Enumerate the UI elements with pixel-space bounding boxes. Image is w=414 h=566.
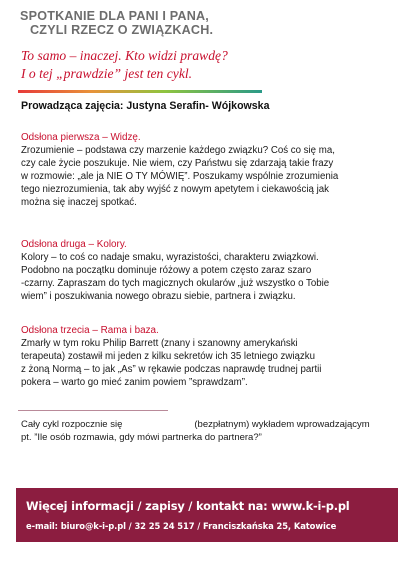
footer-contact-details: e-mail: biuro@k-i-p.pl / 32 25 24 517 / Franciszkańska 25, Katowice xyxy=(26,521,337,531)
tagline xyxy=(21,47,321,83)
closing-note xyxy=(21,418,405,444)
title-line-1: SPOTKANIE DLA PANI I PANA, xyxy=(20,9,209,23)
section-text-line: Kolory – to coś co nadaje smaku, wyrazistości, charakteru związkowi. xyxy=(21,252,319,263)
section-text-line: terapeuta) zostawił mi jeden z kilku sekretów ich 35 letniego związku xyxy=(21,351,315,362)
section-text-line: Zrozumienie – podstawa czy marzenie każdego związku? Coś co się ma, xyxy=(21,145,335,156)
section-heading: Odsłona trzecia – Rama i baza. xyxy=(21,325,159,336)
section-text-line: wiem” i poszukiwania nowego obrazu siebie, partnera i związku. xyxy=(21,291,296,302)
section-text-line: tego niezrozumienia, tak aby wyjść z nowym apetytem i ciekawością jak xyxy=(21,184,329,195)
section-text-line: Podobno na początku dominuje różowy a potem często zaraz szaro xyxy=(21,265,312,276)
section-third xyxy=(21,324,405,389)
instructor-line: Prowadząca zajęcia: Justyna Serafin- Wójkowska xyxy=(21,100,270,112)
closing-line-1 xyxy=(21,418,405,431)
section-second xyxy=(21,238,405,303)
tagline-line-2: I o tej „prawdzie” jest ten cykl. xyxy=(21,66,193,81)
section-first xyxy=(21,131,405,209)
footer-info-link[interactable]: Więcej informacji / zapisy / kontakt na: www.k-i-p.pl xyxy=(26,499,350,513)
closing-line-1-end: (bezpłatnym) wykładem wprowadzającym xyxy=(194,419,370,430)
page-title xyxy=(20,9,400,37)
closing-line-2: pt. ”Ile osób rozmawia, gdy mówi partnerka do partnera?” xyxy=(21,432,262,443)
tagline-line-1: To samo – inaczej. Kto widzi prawdę? xyxy=(21,48,228,63)
gradient-divider xyxy=(18,90,262,93)
section-text-line: z żoną Normą – to jak „As” w rękawie podczas naprawdę trudnej partii xyxy=(21,364,322,375)
title-line-2: CZYLI RZECZ O ZWIĄZKACH. xyxy=(30,23,214,37)
closing-line-1-start: Cały cykl rozpocznie się xyxy=(21,419,123,430)
section-heading: Odsłona druga – Kolory. xyxy=(21,239,127,250)
section-divider xyxy=(18,410,168,411)
section-text-line: czy cale życie poszukuje. Nie wiem, czy Państwu się zdarzają takie frazy xyxy=(21,158,334,169)
section-text-line: można się inaczej spotkać. xyxy=(21,197,137,208)
section-text-line: Zmarły w tym roku Philip Barrett (znany i szanowny amerykański xyxy=(21,338,298,349)
section-text-line: w rozmowie: „ale ja NIE O TY MÓWIĘ”. Poszukamy wspólnie zrozumienia xyxy=(21,171,339,182)
section-text-line: -czarny. Zapraszam do tych magicznych okularów „już wszystko o Tobie xyxy=(21,278,330,289)
contact-footer xyxy=(16,488,398,542)
section-heading: Odsłona pierwsza – Widzę. xyxy=(21,132,141,143)
section-text-line: pokera – warto go mieć zanim powiem ”sprawdzam”. xyxy=(21,377,248,388)
